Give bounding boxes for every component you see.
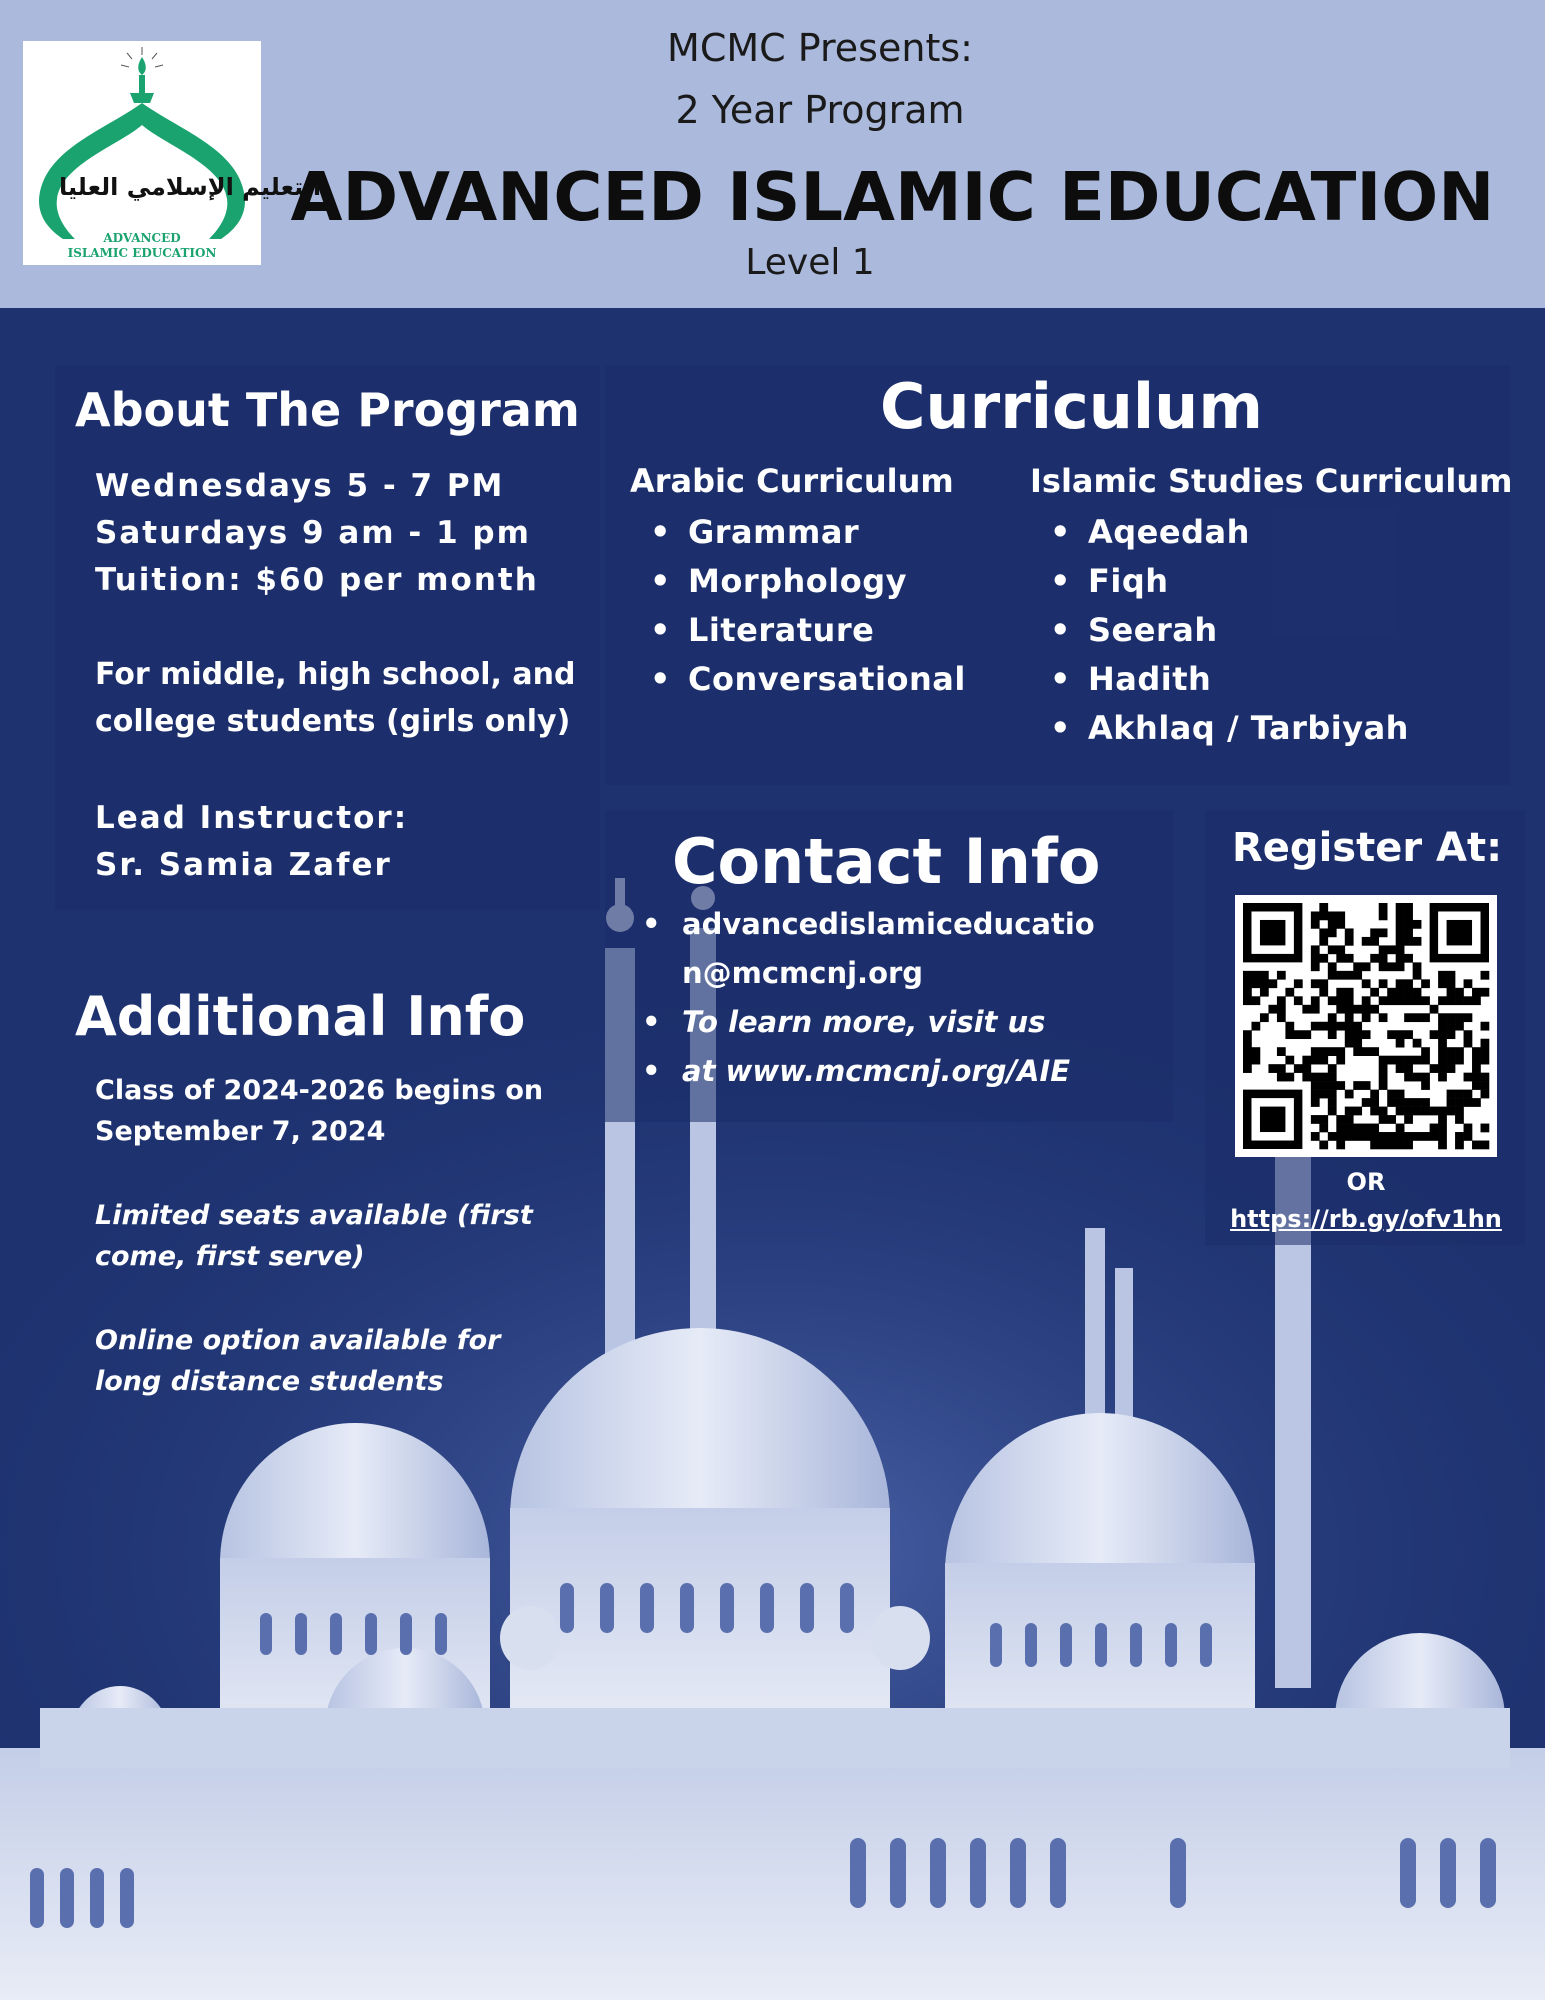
list-item: • Grammar [650,508,966,557]
start-date-line-2: September 7, 2024 [95,1116,386,1147]
list-item: • Hadith [1050,655,1409,704]
list-item: • Literature [650,606,966,655]
islamic-curriculum-list [1050,508,1409,753]
schedule-wednesday: Wednesdays 5 - 7 PM [95,468,505,504]
online-line-1: Online option available for [95,1325,501,1356]
audience-line-1: For middle, high school, and [95,657,576,692]
contact-email-cont[interactable]: n@mcmcnj.org [682,956,924,990]
register-link[interactable]: https://rb.gy/ofv1hn [1230,1205,1502,1233]
arabic-curriculum-list [650,508,966,704]
qr-code[interactable] [1235,895,1497,1157]
contact-list [642,900,1095,1096]
level-text: Level 1 [745,242,875,283]
page-title: ADVANCED ISLAMIC EDUCATION [290,158,1495,236]
schedule-saturday: Saturdays 9 am - 1 pm [95,515,531,551]
header-band [0,0,1545,308]
presents-text: MCMC Presents: [667,26,973,70]
list-item: • Morphology [650,557,966,606]
list-item: • Conversational [650,655,966,704]
logo [23,41,322,265]
contact-email[interactable]: • advancedislamiceducatio [642,900,1095,949]
tuition: Tuition: $60 per month [95,562,539,598]
logo-arabic-text: التعليم الإسلامي العليا [59,173,322,201]
curriculum-title: Curriculum [880,370,1263,443]
contact-title: Contact Info [672,825,1101,898]
list-item: • Fiqh [1050,557,1409,606]
list-item: • Akhlaq / Tarbiyah [1050,704,1409,753]
website-link[interactable]: • at www.mcmcnj.org/AIE [642,1047,1095,1096]
islamic-curriculum-heading: Islamic Studies Curriculum [1030,462,1513,500]
list-item: • Aqeedah [1050,508,1409,557]
list-item: • Seerah [1050,606,1409,655]
arabic-curriculum-heading: Arabic Curriculum [630,462,954,500]
online-line-2: long distance students [95,1366,444,1397]
register-title: Register At: [1232,825,1503,871]
seats-line-1: Limited seats available (first [95,1200,533,1231]
logo-english-text: ADVANCED ISLAMIC EDUCATION [67,231,217,260]
additional-info-title: Additional Info [75,985,526,1048]
instructor-label: Lead Instructor: [95,800,409,836]
or-text: OR [1346,1168,1386,1196]
about-title: About The Program [75,383,580,437]
start-date-line-1: Class of 2024-2026 begins on [95,1075,544,1106]
audience-line-2: college students (girls only) [95,704,571,739]
program-duration: 2 Year Program [675,88,965,132]
seats-line-2: come, first serve) [95,1241,365,1272]
instructor-name: Sr. Samia Zafer [95,847,392,883]
learn-more-text: • To learn more, visit us [642,998,1095,1047]
